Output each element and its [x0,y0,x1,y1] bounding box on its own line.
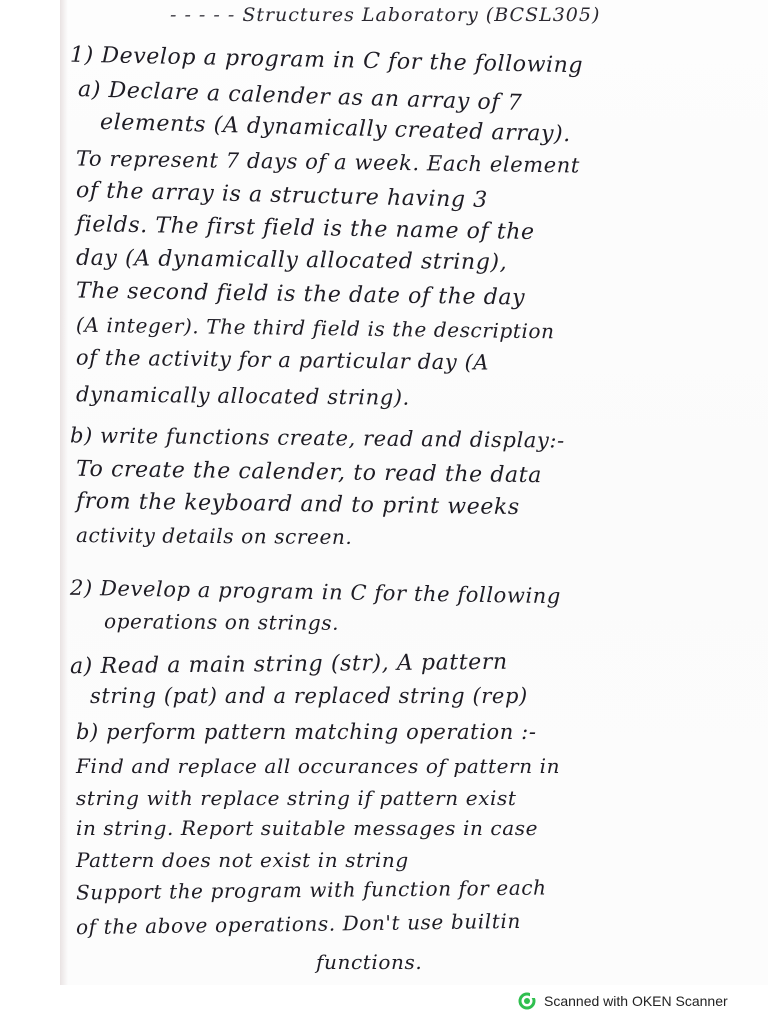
text-line: Pattern does not exist in string [76,848,409,872]
text-line: string (pat) and a replaced string (rep) [90,684,528,708]
text-line: b) write functions create, read and display:- [69,423,565,453]
text-line: from the keyboard and to print weeks [75,488,520,521]
text-line: 2) Develop a program in C for the following [69,575,562,609]
text-line: of the above operations. Don't use builtin [75,908,522,940]
text-line: To create the calender, to read the data [75,456,543,489]
text-line: of the array is a structure having 3 [75,177,489,214]
text-line: fields. The first field is the name of the [75,211,535,246]
text-line: elements (A dynamically created array). [99,109,572,148]
text-line: of the activity for a particular day (A [75,345,490,375]
text-line: Support the program with function for each [75,875,547,905]
text-line: a) Declare a calender as an array of 7 [77,77,523,116]
text-line: (A integer). The third field is the description [75,312,555,344]
page-edge-shadow [60,0,68,985]
text-line: The second field is the date of the day [75,278,526,311]
header-text: Structures Laboratory (BCSL305) [242,4,601,26]
text-line: activity details on screen. [75,523,353,549]
text-line: in string. Report suitable messages in case [76,816,539,840]
text-line: 1) Develop a program in C for the following [69,42,584,79]
document-header: - - - - - Structures Laboratory (BCSL305) [170,4,601,26]
text-line: string with replace string if pattern exist [76,786,517,810]
text-line: dynamically allocated string). [75,382,411,410]
scanner-text: Scanned with OKEN Scanner [544,993,728,1009]
text-line: a) Read a main string (str), A pattern [69,649,508,680]
text-line: Find and replace all occurances of pattern in [76,754,561,778]
text-line: To represent 7 days of a week. Each element [75,146,581,178]
text-line: operations on strings. [103,609,340,635]
scanner-watermark [518,991,728,1011]
text-line: functions. [316,950,423,974]
text-line: day (A dynamically allocated string), [75,245,508,276]
text-line: b) perform pattern matching operation :- [76,720,537,744]
oken-scanner-logo-icon [518,992,536,1010]
